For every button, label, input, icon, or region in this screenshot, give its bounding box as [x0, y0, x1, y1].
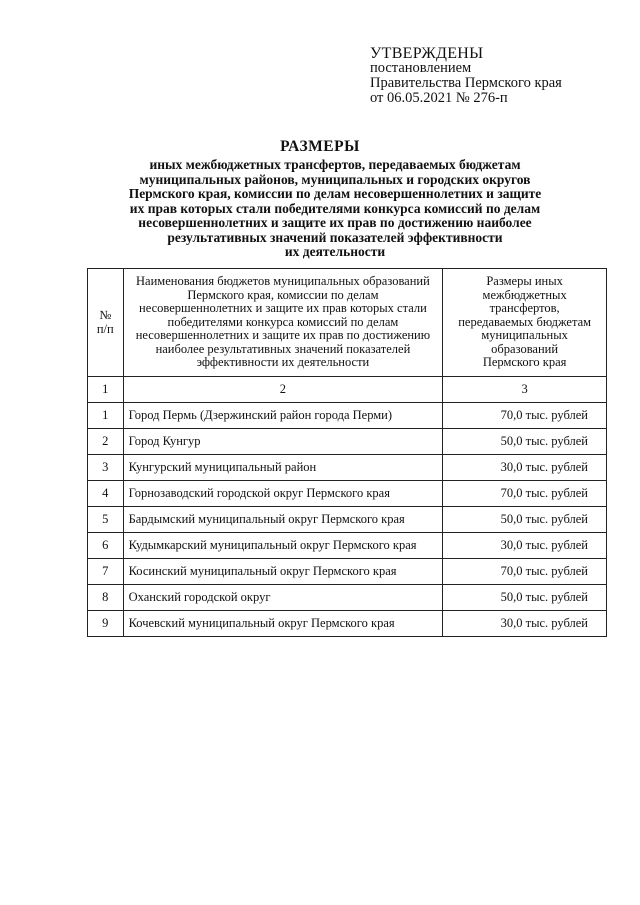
- column-index: 1: [88, 376, 124, 402]
- row-number: 8: [88, 584, 124, 610]
- table-row: [88, 480, 607, 506]
- subtitle-line: несовершеннолетних и защите их прав по достижению наиболее: [138, 215, 532, 230]
- row-amount: 30,0 тыс. рублей: [443, 532, 607, 558]
- row-number: 4: [88, 480, 124, 506]
- header-amount-line: межбюджетных: [482, 287, 567, 302]
- header-name-line: победителями конкурса комиссий по делам: [167, 314, 399, 329]
- table-row: [88, 454, 607, 480]
- row-budget-name: Оханский городской округ: [123, 584, 443, 610]
- subtitle-line: муниципальных районов, муниципальных и городских округов: [139, 171, 531, 187]
- header-num-abbr: п/п: [96, 322, 114, 337]
- approval-line-3: Правительства Пермского края: [370, 75, 562, 91]
- subtitle-line: результативных значений показателей эффективности: [167, 229, 503, 245]
- column-index: 2: [123, 376, 443, 402]
- row-amount: 30,0 тыс. рублей: [443, 610, 607, 636]
- row-budget-name: Кудымкарский муниципальный округ Пермского края: [123, 532, 443, 558]
- row-number: 6: [88, 532, 124, 558]
- header-num: [88, 269, 124, 377]
- header-amount-line: Пермского края: [482, 355, 567, 369]
- row-amount: 70,0 тыс. рублей: [443, 558, 607, 584]
- column-index: 3: [443, 376, 607, 402]
- header-name: [123, 269, 443, 377]
- table-row: [88, 402, 607, 428]
- row-amount: 50,0 тыс. рублей: [443, 506, 607, 532]
- header-name-line: Наименования бюджетов муниципальных образований: [136, 274, 430, 288]
- row-number: 9: [88, 610, 124, 636]
- row-amount: 50,0 тыс. рублей: [443, 584, 607, 610]
- row-number: 3: [88, 454, 124, 480]
- header-name-line: несовершеннолетних и защите их прав по достижению: [135, 328, 431, 342]
- header-name-line: Пермского края, комиссии по делам: [187, 287, 379, 302]
- row-number: 1: [88, 402, 124, 428]
- column-index-row: [88, 376, 607, 402]
- row-budget-name: Город Кунгур: [123, 428, 443, 454]
- row-number: 2: [88, 428, 124, 454]
- header-name-line: эффективности их деятельности: [196, 355, 370, 369]
- table-row: [88, 506, 607, 532]
- row-number: 7: [88, 558, 124, 584]
- approval-block: [370, 46, 562, 106]
- row-amount: 70,0 тыс. рублей: [443, 480, 607, 506]
- row-budget-name: Косинский муниципальный округ Пермского края: [123, 558, 443, 584]
- document-title: РАЗМЕРЫ: [280, 138, 360, 155]
- row-budget-name: Город Пермь (Дзержинский район города Перми): [123, 402, 443, 428]
- table-row: [88, 558, 607, 584]
- approval-title: УТВЕРЖДЕНЫ: [370, 45, 484, 62]
- row-amount: 30,0 тыс. рублей: [443, 454, 607, 480]
- subtitle-line: иных межбюджетных трансфертов, передаваемых бюджетам: [149, 157, 521, 172]
- row-budget-name: Горнозаводский городской округ Пермского края: [123, 480, 443, 506]
- table-row: [88, 610, 607, 636]
- header-amount-line: образований: [491, 341, 559, 356]
- header-amount-line: Размеры иных: [486, 274, 563, 288]
- transfers-table: [87, 268, 607, 637]
- table-header-row: [88, 269, 607, 377]
- header-num-symbol: №: [99, 308, 112, 323]
- header-name-line: несовершеннолетних и защите их прав которых стали: [139, 301, 427, 315]
- header-amount: [443, 269, 607, 377]
- approval-line-2: постановлением: [370, 60, 472, 76]
- row-budget-name: Бардымский муниципальный округ Пермского края: [123, 506, 443, 532]
- header-amount-line: передаваемых бюджетам: [458, 314, 592, 329]
- row-budget-name: Кочевский муниципальный округ Пермского края: [123, 610, 443, 636]
- table-row: [88, 532, 607, 558]
- row-number: 5: [88, 506, 124, 532]
- subtitle-line: их деятельности: [284, 244, 386, 259]
- row-amount: 50,0 тыс. рублей: [443, 428, 607, 454]
- subtitle-line: Пермского края, комиссии по делам несовершеннолетних и защите: [128, 186, 542, 201]
- table-row: [88, 428, 607, 454]
- row-amount: 70,0 тыс. рублей: [443, 402, 607, 428]
- subtitle-line: их прав которых стали победителями конкурса комиссий по делам: [129, 200, 541, 216]
- header-amount-line: муниципальных: [481, 328, 568, 342]
- document-subtitle: [100, 158, 570, 260]
- approval-date-number: от 06.05.2021 № 276-п: [370, 90, 508, 106]
- header-name-line: наиболее результативных значений показателей: [155, 341, 411, 356]
- row-budget-name: Кунгурский муниципальный район: [123, 454, 443, 480]
- table-row: [88, 584, 607, 610]
- header-amount-line: трансфертов,: [489, 301, 560, 315]
